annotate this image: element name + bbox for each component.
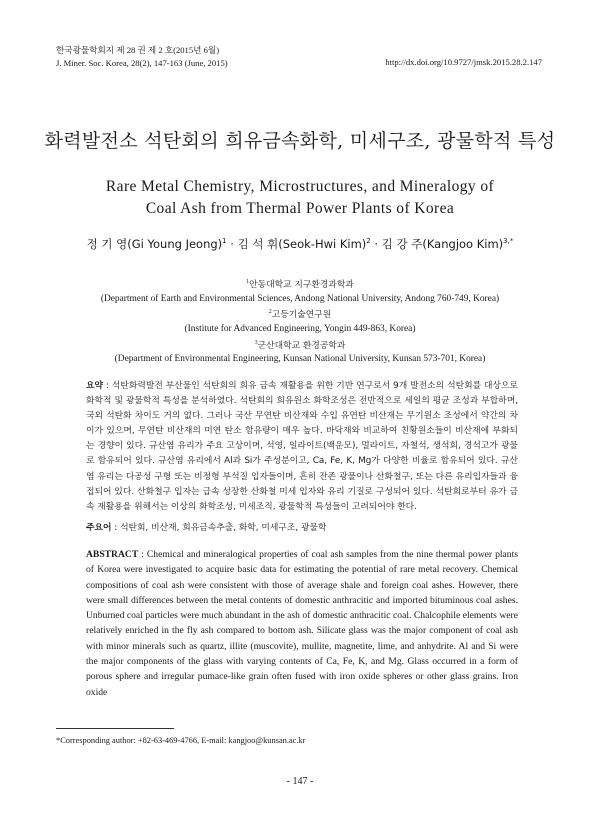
affiliations xyxy=(40,276,560,367)
author-affiliation-mark: 3,* xyxy=(503,237,514,246)
abstract-korean-label: 요약 xyxy=(86,381,103,391)
author-affiliation-mark: 2 xyxy=(366,237,371,246)
journal-citation-english: J. Miner. Soc. Korea, 28(2), 147-163 (June, 2015) xyxy=(56,58,228,68)
author-separator: · xyxy=(230,237,234,251)
title-english-line-1: Rare Metal Chemistry, Microstructures, and Mineralogy of xyxy=(105,178,495,195)
footnote-divider xyxy=(56,728,174,729)
corresponding-author-footnote: *Corresponding author: +82-63-469-4766, E-mail: kangjoo@kunsan.ac.kr xyxy=(56,736,306,745)
abstract-english-text: Chemical and mineralogical properties of coal ash samples from the nine thermal power plants of Korea were investigated to acquire basic data for estimating the potential of rare metal recovery. Chemical compositions of coal ash were consistent with those of average shale and foreign coal ashes. However, there were small differences between the metal contents of domestic anthracitic and imported bituminous coal ashes. Unburned coal particles were much abundant in the ash of domestic anthracitic coal. Chalcophile elements were relatively enriched in the fly ash compared to bottom ash. Silicate glass was the major component of coal ash with minor minerals such as quartz, illite (muscovite), mullite, magnetite, lime, and anhydrite. Al and Si were the major components of the glass with varying contents of Ca, Fe, K, and Mg. Glass occurred in a form of porous sphere and irregular pumace-like grain often fused with iron oxide spheres or other glass grains. Iron oxide xyxy=(86,549,518,698)
affiliation-english: (Institute for Advanced Engineering, Yongin 449-863, Korea) xyxy=(184,324,416,335)
keywords-korean: 주요어 : 석탄회, 비산재, 희유금속추출, 화학, 미세구조, 광물학 xyxy=(86,523,327,533)
author-separator: · xyxy=(374,237,379,251)
keywords-label: 주요어 xyxy=(86,523,112,533)
abstract-korean-text: 석탄화력발전 부산물인 석탄회의 희유 금속 재활용을 위한 기반 연구로서 9개 발전소의 석탄회를 대상으로 화학적 및 광물학적 특성을 분석하였다. 석탄회의 희유원소 화학조성은 전반적으로 세일의 평균 조성과 부합하며, 국외 석탄화 차이도 거의 없다. 그러나 국산 무연탄 비산재와 수입 유연탄 비산재는 무기원소 조성에서 약간의 차이가 있으며, 무연탄 비산재의 미연 탄소 함유량이 매우 높다. 바닥재와 비교하여 친황원소들이 비산재에 부화되는 경향이 있다. 규산염 유리가 주요 고상이며, 석영, 일라이트(백운모), 멀라이트, 자철석, 생석회, 경석고가 광물로 함유되어 있다. 규산염 유리에서 Al과 Si가 주성분이고, Ca, Fe, K, Mg가 다양한 비율로 함유되어 있다. 규산염 유리는 다공성 구형 또는 비정형 부석질 입자들이며, 흔히 잔존 광물이나 산화철구, 또는 다른 유리입자들과 융접되어 있다. 산화철구 입자는 급속 성장한 산화철 미세 입자와 유리 기질로 구성되어 있다. 석탄회로부터 유가 금속 재활용을 위해서는 이상의 화학조성, 미세조직, 광물학적 특성들이 고려되어야 한다. xyxy=(86,381,518,512)
journal-header xyxy=(56,44,228,70)
author-name: 김 강 주(Kangjoo Kim) xyxy=(381,237,504,251)
page-number: - 147 - xyxy=(286,776,314,787)
abstract-korean: 요약 : 석탄화력발전 부산물인 석탄회의 희유 금속 재활용을 위한 기반 연구로서 9개 발전소의 석탄회를 대상으로 화학적 및 광물학적 특성을 분석하였다. 석탄회의 희유원소 화학조성은 전반적으로 세일의 평균 조성과 부합하며, 국외 석탄화 차이도 거의 없다. 그러나 국산 무연탄 비산재와 수입 유연탄 비산재는 무기원소 조성에서 약간의 차이가 있으며, 무연탄 비산재의 미연 탄소 함유량이 매우 높다. 바닥재와 비교하여 친황원소들이 비산재에 부화되는 경향이 있다. 규산염 유리가 주요 고상이며, 석영, 일라이트(백운모), 멀라이트, 자철석, 생석회, 경석고가 광물로 함유되어 있다. 규산염 유리에서 Al과 Si가 주성분이고, Ca, Fe, K, Mg가 다양한 비율로 함유되어 있다. 규산염 유리는 다공성 구형 또는 비정형 부석질 입자들이며, 흔히 잔존 광물이나 산화철구, 또는 다른 유리입자들과 융접되어 있다. 산화철구 입자는 급속 성장한 산화철 미세 입자와 유리 기질로 구성되어 있다. 석탄회로부터 유가 금속 재활용을 위해서는 이상의 화학조성, 미세조직, 광물학적 특성들이 고려되어야 한다. xyxy=(86,381,518,512)
title-korean: 화력발전소 석탄회의 희유금속화학, 미세구조, 광물학적 특성 xyxy=(44,130,556,152)
affiliation-korean: $^2$고등기술연구원 xyxy=(268,309,332,321)
abstract-english: ABSTRACT : Chemical and mineralogical properties of coal ash samples from the nine thermal power plants of Korea were investigated to acquire basic data for estimating the potential of rare metal recovery. Chemical compositions of coal ash were consistent with those of average shale and foreign coal ashes. However, there were small differences between the metal contents of domestic anthracitic and imported bituminous coal ashes. Unburned coal particles were much abundant in the ash of domestic anthracitic coal. Chalcophile elements were relatively enriched in the fly ash compared to bottom ash. Silicate glass was the major component of coal ash with minor minerals such as quartz, illite (muscovite), mullite, magnetite, lime, and anhydrite. Al and Si were the major components of the glass with varying contents of Ca, Fe, K, and Mg. Glass occurred in a form of porous sphere and irregular pumace-like grain often fused with iron oxide spheres or other glass grains. Iron oxide xyxy=(86,549,518,698)
author-name: 김 석 휘(Seok-Hwi Kim) xyxy=(237,237,367,251)
author-affiliation-mark: 1 xyxy=(222,237,227,246)
affiliation-korean: $^3$군산대학교 환경공학과 xyxy=(254,339,346,351)
title-english-line-2: Coal Ash from Thermal Power Plants of Korea xyxy=(145,200,455,217)
author-list xyxy=(0,236,600,252)
keywords-text: 석탄회, 비산재, 희유금속추출, 화학, 미세구조, 광물학 xyxy=(120,523,327,533)
affiliation-korean: $^1$안동대학교 지구환경과학과 xyxy=(246,279,354,291)
author-name: 정 기 영(Gi Young Jeong) xyxy=(86,237,223,251)
journal-citation-korean: 한국광물학회지 제 28 권 제 2 호(2015년 6월) xyxy=(56,45,220,55)
affiliation-english: (Department of Earth and Environmental Sciences, Andong National University, Andong 760-749, Korea) xyxy=(100,293,500,304)
title-english xyxy=(60,176,540,220)
doi-link[interactable]: http://dx.doi.org/10.9727/jmsk.2015.28.2.147 xyxy=(385,57,542,67)
abstract-english-label: ABSTRACT xyxy=(86,549,139,560)
affiliation-english: (Department of Environmental Engineering, Kunsan National University, Kunsan 573-701, Korea) xyxy=(114,354,486,365)
